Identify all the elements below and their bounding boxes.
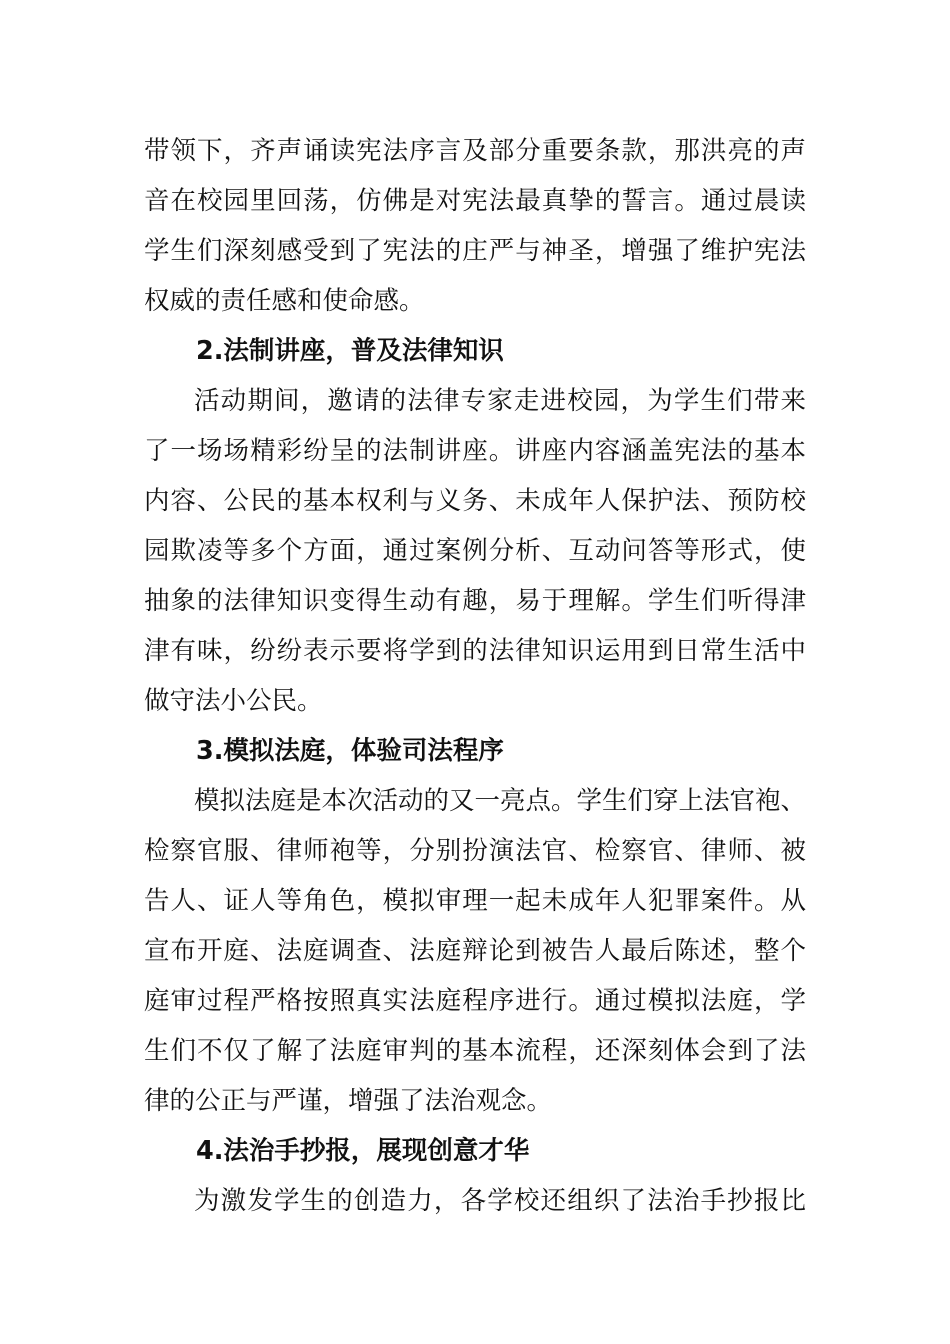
paragraph-line: 抽象的法律知识变得生动有趣，易于理解。学生们听得津 bbox=[144, 586, 806, 616]
section-heading: 2.法制讲座，普及法律知识 bbox=[196, 336, 504, 366]
paragraph-line: 活动期间，邀请的法律专家走进校园，为学生们带来 bbox=[194, 386, 806, 416]
paragraph-line: 做守法小公民。 bbox=[144, 686, 323, 716]
paragraph-line: 告人、证人等角色，模拟审理一起未成年人犯罪案件。从 bbox=[144, 886, 806, 916]
paragraph-line: 了一场场精彩纷呈的法制讲座。讲座内容涵盖宪法的基本 bbox=[144, 436, 806, 466]
paragraph-line: 津有味，纷纷表示要将学到的法律知识运用到日常生活中 bbox=[144, 636, 806, 666]
paragraph-line: 音在校园里回荡，仿佛是对宪法最真挚的誓言。通过晨读 bbox=[144, 186, 806, 216]
paragraph-line: 内容、公民的基本权利与义务、未成年人保护法、预防校 bbox=[144, 486, 806, 516]
paragraph-line: 庭审过程严格按照真实法庭程序进行。通过模拟法庭，学 bbox=[144, 986, 806, 1016]
section-heading: 4.法治手抄报，展现创意才华 bbox=[196, 1136, 530, 1166]
paragraph-line: 园欺凌等多个方面，通过案例分析、互动问答等形式，使 bbox=[144, 536, 806, 566]
paragraph-line: 律的公正与严谨，增强了法治观念。 bbox=[144, 1086, 553, 1116]
paragraph-line: 学生们深刻感受到了宪法的庄严与神圣，增强了维护宪法 bbox=[144, 236, 806, 266]
section-heading: 3.模拟法庭，体验司法程序 bbox=[196, 736, 504, 766]
paragraph-line: 模拟法庭是本次活动的又一亮点。学生们穿上法官袍、 bbox=[194, 786, 807, 816]
paragraph-line: 生们不仅了解了法庭审判的基本流程，还深刻体会到了法 bbox=[144, 1036, 806, 1066]
paragraph-line: 带领下，齐声诵读宪法序言及部分重要条款，那洪亮的声 bbox=[144, 136, 806, 166]
paragraph-line: 为激发学生的创造力，各学校还组织了法治手抄报比 bbox=[194, 1186, 806, 1216]
paragraph-line: 宣布开庭、法庭调查、法庭辩论到被告人最后陈述，整个 bbox=[144, 936, 806, 966]
paragraph-line: 检察官服、律师袍等，分别扮演法官、检察官、律师、被 bbox=[144, 836, 806, 866]
paragraph-line: 权威的责任感和使命感。 bbox=[144, 286, 425, 316]
